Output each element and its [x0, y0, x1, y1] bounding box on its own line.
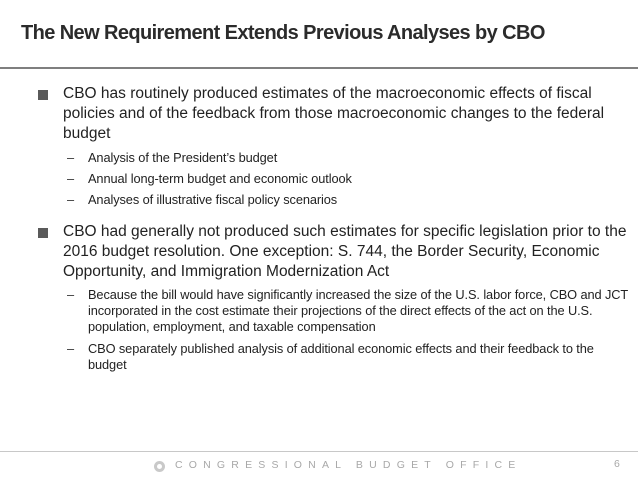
sub-bullet-text: Analysis of the President’s budget [88, 150, 278, 165]
sub-bullet-list [63, 149, 628, 208]
sub-bullet-text: Because the bill would have significantly increased the size of the U.S. labor force, CBO and JCT incorporated in the cost estimate their projections of the direct effects of the act on the U.S. population, employment, and taxable compensation [88, 287, 628, 334]
sub-bullet-item [63, 191, 628, 208]
dash-marker: – [67, 150, 75, 165]
square-bullet-icon [38, 228, 48, 238]
sub-bullet-item [63, 170, 628, 187]
bullet-item [38, 84, 628, 208]
dash-marker: – [67, 171, 75, 186]
square-bullet-icon [38, 90, 48, 100]
sub-bullet-item [63, 341, 628, 373]
bullet-item [38, 222, 628, 373]
sub-bullet-list [63, 287, 628, 373]
sub-bullet-text: Annual long-term budget and economic outlook [88, 171, 352, 186]
bullet-text: CBO has routinely produced estimates of the macroeconomic effects of fiscal policies and of the feedback from those macroeconomic changes to the federal budget [63, 85, 605, 142]
sub-bullet-item [63, 149, 628, 166]
dash-marker: – [67, 287, 75, 302]
title-divider [0, 67, 638, 69]
sub-bullet-text: CBO separately published analysis of additional economic effects and their feedback to the budget [88, 341, 594, 372]
sub-bullet-item [63, 287, 628, 335]
footer-organization: CONGRESSIONAL BUDGET OFFICE [175, 459, 522, 471]
cbo-logo-icon [154, 461, 165, 472]
dash-marker: – [67, 192, 75, 207]
bullet-text: CBO had generally not produced such estimates for specific legislation prior to the 2016 budget resolution. One exception: S. 744, the Border Security, Economic Opportunity, and Immigration Modernization Act [63, 223, 627, 280]
slide-body [38, 84, 628, 379]
slide-title: The New Requirement Extends Previous Analyses by CBO [21, 22, 545, 44]
logo-center [157, 464, 162, 469]
dash-marker: – [67, 341, 75, 356]
footer-divider [0, 451, 638, 452]
page-number: 6 [614, 458, 620, 470]
sub-bullet-text: Analyses of illustrative fiscal policy scenarios [88, 192, 338, 207]
